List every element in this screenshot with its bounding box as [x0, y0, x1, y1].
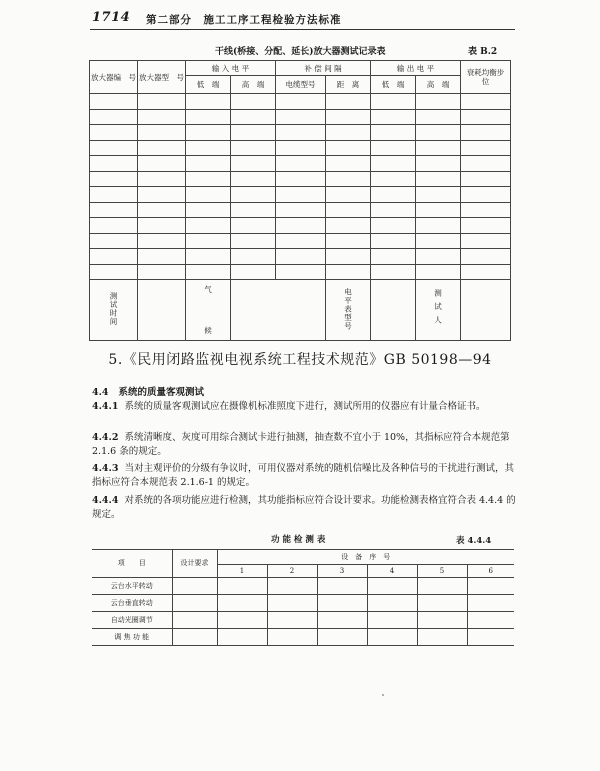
clause-4-4-3: 4.4.3 当对主观评价的分级有争议时，可用仪器对系统的随机信噪比及各种信号的干扰进行测试，其指标应符合本规范表 2.1.6-1 的规定。 [92, 463, 514, 488]
table-cell [416, 233, 461, 249]
table-cell [231, 187, 276, 203]
table-cell [416, 125, 461, 141]
table-cell [276, 249, 326, 265]
table-444-label: 表 4.4.4 [456, 536, 492, 546]
table-cell [90, 202, 138, 218]
table-cell [317, 578, 367, 595]
table-row [90, 125, 511, 141]
table-cell [276, 125, 326, 141]
header-rule [90, 29, 515, 30]
table-cell [371, 140, 416, 156]
table-b2-label: 表 B.2 [468, 47, 498, 57]
table-cell [317, 612, 367, 629]
table-444-caption: 功 能 检 测 表 [271, 535, 326, 545]
table-row [90, 233, 511, 249]
table-cell [138, 156, 186, 172]
table-cell [90, 233, 138, 249]
table-cell [326, 94, 371, 110]
table-cell [461, 249, 511, 265]
table-row [92, 612, 514, 629]
table-cell [90, 156, 138, 172]
row-label: 调 焦 功 能 [92, 629, 172, 646]
table-cell [231, 94, 276, 110]
table-row [90, 156, 511, 172]
table-cell [138, 109, 186, 125]
row-label: 云台垂直转动 [92, 595, 172, 612]
table-cell [186, 187, 231, 203]
table-cell [326, 218, 371, 234]
th-device-no: 设 备 序 号 [217, 550, 514, 565]
row-label: 自动光圈调节 [92, 612, 172, 629]
table-cell [416, 94, 461, 110]
table-cell [326, 156, 371, 172]
table-cell [416, 156, 461, 172]
table-cell [172, 629, 217, 646]
table-cell [417, 595, 467, 612]
table-cell [231, 156, 276, 172]
table-cell [326, 249, 371, 265]
clause-title: 系统的质量客观测试 [118, 387, 204, 398]
table-cell [461, 109, 511, 125]
table-444 [92, 549, 514, 646]
section-5-heading: 5.《民用闭路监视电视系统工程技术规范》GB 50198—94 [108, 352, 492, 368]
table-cell [416, 264, 461, 280]
table-cell [186, 233, 231, 249]
table-cell [276, 264, 326, 280]
table-cell [276, 233, 326, 249]
table-row [92, 629, 514, 646]
table-cell [416, 202, 461, 218]
table-cell [172, 595, 217, 612]
table-cell [326, 187, 371, 203]
table-cell [371, 218, 416, 234]
table-cell [267, 595, 317, 612]
table-cell [417, 629, 467, 646]
row-label: 云台水平转动 [92, 578, 172, 595]
climate-char-1: 气 [204, 285, 212, 294]
table-cell [317, 595, 367, 612]
table-cell [276, 94, 326, 110]
table-cell [276, 218, 326, 234]
table-cell [416, 249, 461, 265]
th-output-level: 输 出 电 平 [371, 61, 461, 76]
table-cell [461, 156, 511, 172]
table-cell [326, 264, 371, 280]
table-cell [371, 249, 416, 265]
table-cell [231, 140, 276, 156]
th-device-4: 4 [367, 565, 417, 578]
climate-char-2: 候 [204, 326, 212, 335]
table-cell [138, 187, 186, 203]
clause-4-4-1: 4.4.1 系统的质量客观测试应在摄像机标准照度下进行，测试所用的仪器应有计量合格证书。 [92, 401, 486, 412]
speck [382, 694, 384, 696]
table-cell [186, 264, 231, 280]
table-row [90, 264, 511, 280]
table-cell [461, 218, 511, 234]
table-cell [138, 171, 186, 187]
table-row [90, 171, 511, 187]
table-cell [217, 629, 267, 646]
table-cell [461, 171, 511, 187]
th-input-level: 输 入 电 平 [186, 61, 276, 76]
table-cell [172, 612, 217, 629]
clause-num: 4.4 [92, 387, 109, 398]
table-cell [267, 612, 317, 629]
table-cell [138, 125, 186, 141]
running-title: 第二部分 施工工序工程检验方法标准 [146, 14, 342, 26]
table-cell [186, 202, 231, 218]
table-cell [90, 109, 138, 125]
table-cell [371, 94, 416, 110]
th-sub: 低 端 [371, 76, 416, 94]
table-cell [326, 140, 371, 156]
table-row [90, 94, 511, 110]
meter-model-label: 电平表型号 [326, 280, 371, 341]
table-cell [186, 218, 231, 234]
table-cell [231, 171, 276, 187]
table-cell [231, 202, 276, 218]
table-cell [90, 187, 138, 203]
table-cell [276, 156, 326, 172]
th-item: 项 目 [92, 550, 172, 578]
table-cell [326, 125, 371, 141]
table-cell [467, 629, 514, 646]
table-b2 [89, 60, 511, 341]
table-cell [416, 109, 461, 125]
table-cell [461, 140, 511, 156]
table-cell [267, 578, 317, 595]
th-amp-model: 放大器型 号 [138, 61, 186, 94]
table-cell [231, 109, 276, 125]
table-cell [186, 171, 231, 187]
th-attenuation: 衰耗均衡步 位 [461, 61, 511, 94]
th-design: 设计要求 [172, 550, 217, 578]
table-cell [186, 94, 231, 110]
table-cell [217, 578, 267, 595]
table-row [92, 595, 514, 612]
table-cell [467, 595, 514, 612]
table-cell [172, 578, 217, 595]
table-cell [417, 612, 467, 629]
table-cell [90, 249, 138, 265]
table-cell [326, 202, 371, 218]
table-cell [371, 109, 416, 125]
th-sub: 距 离 [326, 76, 371, 94]
th-device-5: 5 [417, 565, 467, 578]
th-sub: 高 端 [416, 76, 461, 94]
table-cell [417, 578, 467, 595]
table-cell [326, 171, 371, 187]
table-cell [138, 249, 186, 265]
table-cell [461, 94, 511, 110]
clause-4-4-2: 4.4.2 系统清晰度、灰度可用综合测试卡进行抽测，抽查数不宜小于 10%，其指标应符合本规范第 2.1.6 条的规定。 [92, 432, 510, 457]
table-row [90, 140, 511, 156]
table-cell [461, 233, 511, 249]
table-cell [138, 233, 186, 249]
table-row [90, 187, 511, 203]
table-cell [326, 109, 371, 125]
th-device-1: 1 [217, 565, 267, 578]
table-cell [461, 202, 511, 218]
test-time-label: 测试时间 [90, 280, 138, 341]
table-cell [371, 156, 416, 172]
th-device-2: 2 [267, 565, 317, 578]
table-cell [138, 218, 186, 234]
table-cell [231, 264, 276, 280]
table-cell [276, 202, 326, 218]
tester-label: 测试人 [416, 280, 461, 341]
table-row [90, 109, 511, 125]
table-row [90, 249, 511, 265]
table-cell [90, 264, 138, 280]
table-cell [186, 156, 231, 172]
climate-value [231, 280, 326, 341]
table-cell [371, 187, 416, 203]
th-sub: 低 端 [186, 76, 231, 94]
table-cell [138, 264, 186, 280]
table-cell [371, 264, 416, 280]
tester-value [461, 280, 511, 341]
table-cell [231, 233, 276, 249]
table-cell [416, 171, 461, 187]
table-cell [231, 125, 276, 141]
table-cell [276, 187, 326, 203]
table-cell [186, 249, 231, 265]
table-cell [138, 94, 186, 110]
table-cell [276, 171, 326, 187]
th-device-3: 3 [317, 565, 367, 578]
table-cell [467, 578, 514, 595]
table-cell [138, 202, 186, 218]
table-cell [90, 94, 138, 110]
th-equalizer: 补 偿 间 隔 [276, 61, 371, 76]
table-cell [90, 125, 138, 141]
table-cell [371, 171, 416, 187]
table-cell [138, 140, 186, 156]
table-cell [467, 612, 514, 629]
table-cell [367, 629, 417, 646]
table-row [90, 218, 511, 234]
table-cell [326, 233, 371, 249]
table-cell [367, 612, 417, 629]
table-cell [371, 202, 416, 218]
table-cell [276, 140, 326, 156]
table-cell [186, 109, 231, 125]
table-cell [217, 612, 267, 629]
th-device-6: 6 [467, 565, 514, 578]
table-cell [416, 140, 461, 156]
page-number: 1714 [92, 10, 131, 25]
table-cell [186, 140, 231, 156]
table-cell [416, 187, 461, 203]
clause-4-4 [92, 384, 204, 398]
clause-4-4-4: 4.4.4 对系统的各项功能应进行检测，其功能指标应符合设计要求。功能检测表格宜符合表 4.4.4 的规定。 [92, 495, 516, 520]
table-cell [317, 629, 367, 646]
table-b2-caption: 干线(桥接、分配、延长)放大器测试记录表 [215, 47, 386, 57]
table-cell [371, 233, 416, 249]
table-cell [276, 109, 326, 125]
table-cell [90, 218, 138, 234]
th-amp-no: 放大器编 号 [90, 61, 138, 94]
table-row [90, 202, 511, 218]
table-row [92, 578, 514, 595]
table-cell [461, 264, 511, 280]
table-cell [416, 218, 461, 234]
table-cell [461, 125, 511, 141]
table-cell [217, 595, 267, 612]
table-cell [367, 578, 417, 595]
climate-label [186, 280, 231, 341]
table-cell [231, 218, 276, 234]
table-cell [461, 187, 511, 203]
table-cell [90, 140, 138, 156]
table-cell [371, 125, 416, 141]
test-time-value [138, 280, 186, 341]
table-cell [186, 125, 231, 141]
th-sub: 高 端 [231, 76, 276, 94]
table-cell [367, 595, 417, 612]
th-sub: 电缆型号 [276, 76, 326, 94]
table-cell [231, 249, 276, 265]
meter-model-value [371, 280, 416, 341]
table-cell [267, 629, 317, 646]
table-cell [90, 171, 138, 187]
